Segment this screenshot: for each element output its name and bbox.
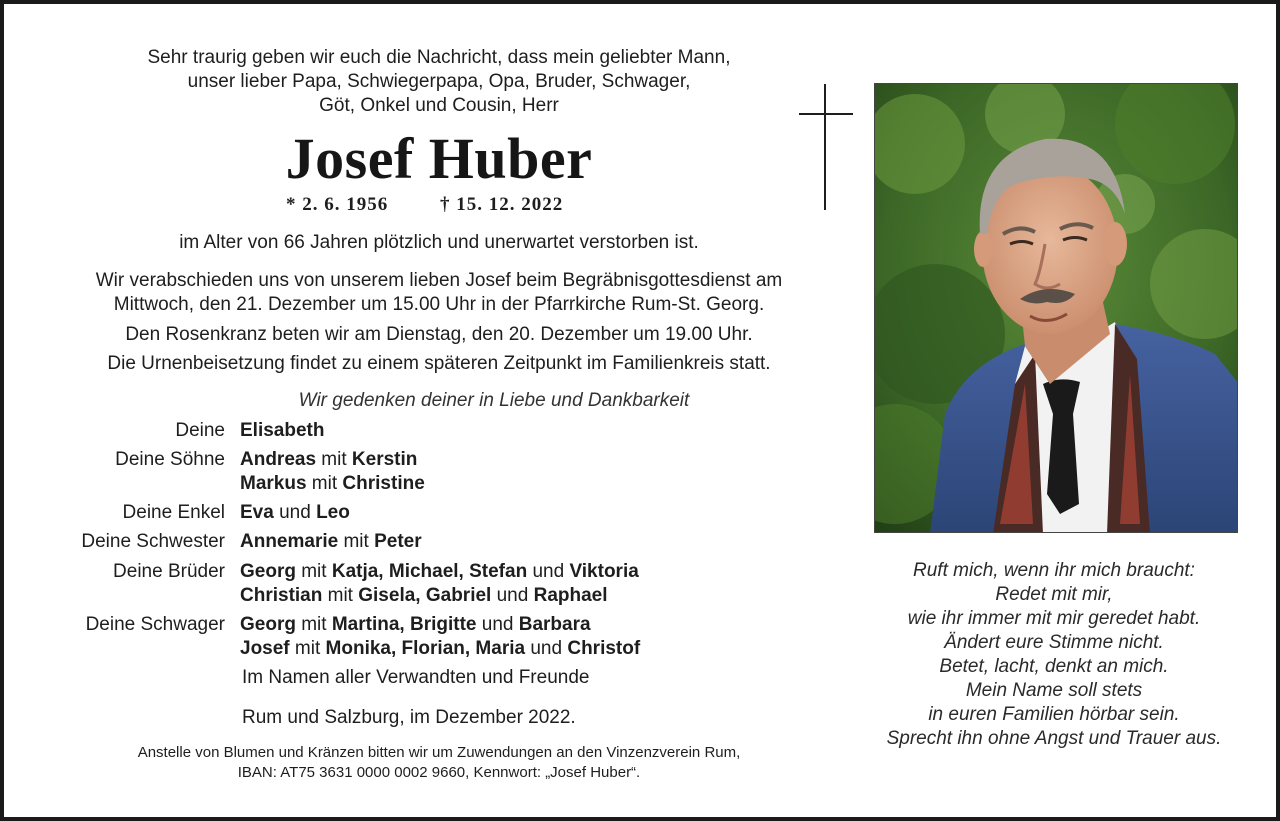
poem <box>849 559 1259 751</box>
donation-line: Anstelle von Blumen und Kränzen bitten wir um Zuwendungen an den Vinzenzverein Rum, <box>137 744 741 761</box>
poem-line: in euren Familien hörbar sein. <box>928 704 1180 725</box>
rosary-line: Den Rosenkranz beten wir am Dienstag, den 20. Dezember um 19.00 Uhr. <box>125 324 753 345</box>
intro-line: unser lieber Papa, Schwiegerpapa, Opa, Bruder, Schwager, <box>187 71 691 92</box>
cross-icon <box>824 84 826 210</box>
age-line: im Alter von 66 Jahren plötzlich und unerwartet verstorben ist. <box>179 232 699 253</box>
service-line: Wir verabschieden uns von unserem lieben Josef beim Begräbnisgottesdienst am <box>95 270 783 291</box>
life-dates <box>286 193 563 217</box>
relative-label: Deine Brüder <box>113 561 225 582</box>
poem-line: Ruft mich, wenn ihr mich braucht: <box>913 560 1195 581</box>
poem-line: wie ihr immer mit mir geredet habt. <box>907 608 1201 629</box>
relative-names: Elisabeth <box>240 420 325 441</box>
motto: Wir gedenken deiner in Liebe und Dankbarkeit <box>298 390 690 411</box>
intro-line: Sehr traurig geben wir euch die Nachricht, dass mein geliebter Mann, <box>147 47 731 68</box>
relative-names: Annemarie mit Peter <box>240 531 422 552</box>
service-line: Mittwoch, den 21. Dezember um 15.00 Uhr in der Pfarrkirche Rum-St. Georg. <box>113 294 765 315</box>
poem-line: Ändert eure Stimme nicht. <box>944 632 1164 653</box>
portrait-photo <box>874 83 1238 533</box>
poem-line: Sprecht ihn ohne Angst und Trauer aus. <box>886 728 1222 749</box>
intro-line: Göt, Onkel und Cousin, Herr <box>319 95 559 116</box>
relative-label: Deine Schwager <box>85 614 225 635</box>
urn-line: Die Urnenbeisetzung findet zu einem späteren Zeitpunkt im Familienkreis statt. <box>107 353 771 374</box>
death-date: † 15. 12. 2022 <box>440 194 564 215</box>
poem-line: Redet mit mir, <box>995 584 1113 605</box>
all-relatives-line: Im Namen aller Verwandten und Freunde <box>242 667 590 688</box>
relative-label: Deine Enkel <box>122 502 225 523</box>
relative-label: Deine <box>175 420 225 441</box>
cross-icon-bar <box>799 113 853 115</box>
relative-label: Deine Schwester <box>81 531 225 552</box>
relative-label: Deine Söhne <box>115 449 225 470</box>
relative-names: Georg mit Martina, Brigitte und Barbara <box>240 614 591 635</box>
deceased-name: Josef Huber <box>285 126 593 191</box>
relative-names: Markus mit Christine <box>240 473 425 494</box>
relative-names: Eva und Leo <box>240 502 350 523</box>
poem-line: Mein Name soll stets <box>965 680 1143 701</box>
birth-date: * 2. 6. 1956 <box>286 194 389 215</box>
intro-text <box>44 46 834 118</box>
poem-line: Betet, lacht, denkt an mich. <box>939 656 1169 677</box>
place-date: Rum und Salzburg, im Dezember 2022. <box>242 707 576 728</box>
relative-names: Georg mit Katja, Michael, Stefan und Viktoria <box>240 561 639 582</box>
relative-names: Josef mit Monika, Florian, Maria und Christof <box>240 638 641 659</box>
donation-line: IBAN: AT75 3631 0000 0002 9660, Kennwort: „Josef Huber“. <box>237 764 641 781</box>
relative-names: Andreas mit Kerstin <box>240 449 418 470</box>
relative-names: Christian mit Gisela, Gabriel und Raphael <box>240 585 608 606</box>
